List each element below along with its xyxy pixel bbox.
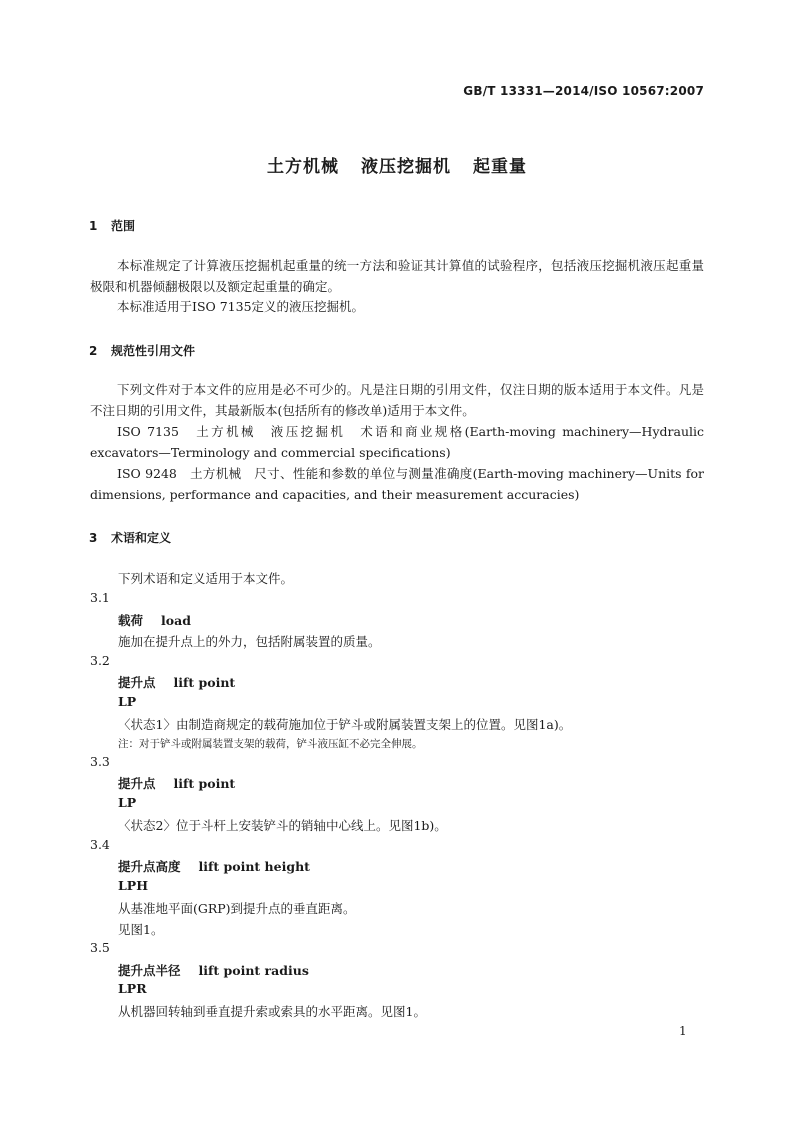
- term-title: [118, 673, 235, 691]
- term-definition: 从机器回转轴到垂直提升索或索具的水平距离。见图1。: [118, 1004, 426, 1019]
- term-title: [118, 774, 235, 792]
- section-title: 范围: [111, 219, 136, 233]
- term-title: [118, 611, 191, 629]
- reference-iso-9248: ISO 9248 土方机械 尺寸、性能和参数的单位与测量准确度(Earth-moving machinery—Units for dimensions, performance and capacities, and their measurement accuracies): [90, 466, 704, 502]
- section-heading-terms: [89, 529, 171, 546]
- document-code: GB/T 13331—2014/ISO 10567:2007: [463, 84, 704, 98]
- term-number: 3.1: [90, 590, 110, 605]
- term-number: 3.4: [90, 837, 110, 852]
- section-title: 术语和定义: [111, 531, 172, 545]
- section-number: 2: [89, 344, 98, 358]
- term-definition: 从基准地平面(GRP)到提升点的垂直距离。: [118, 901, 356, 916]
- page-number: 1: [679, 1024, 687, 1038]
- terms-intro: 下列术语和定义适用于本文件。: [118, 571, 294, 586]
- term-title: [118, 961, 309, 979]
- term-note: 注：对于铲斗或附属装置支架的载荷，铲斗液压缸不必完全伸展。: [118, 738, 423, 750]
- term-cn: 提升点高度: [118, 859, 181, 874]
- term-definition: 施加在提升点上的外力，包括附属装置的质量。: [118, 634, 381, 649]
- term-cn: 载荷: [118, 613, 144, 628]
- term-definition: 〈状态1〉由制造商规定的载荷施加位于铲斗或附属装置支架上的位置。见图1a)。: [118, 717, 572, 732]
- term-definition-see-figure: 见图1。: [118, 922, 164, 937]
- term-en: lift point: [173, 776, 236, 791]
- term-title: [118, 857, 310, 875]
- title-part-2: 液压挖掘机: [361, 157, 451, 177]
- references-paragraph: 下列文件对于本文件的应用是必不可少的。凡是注日期的引用文件，仅注日期的版本适用于本文件。凡是不注日期的引用文件，其最新版本(包括所有的修改单)适用于本文件。: [90, 382, 704, 418]
- title-part-3: 起重量: [473, 157, 527, 177]
- section-heading-scope: [89, 217, 135, 234]
- term-abbreviation: LPR: [118, 981, 147, 996]
- scope-paragraph-2: 本标准适用于ISO 7135定义的液压挖掘机。: [117, 299, 365, 314]
- term-abbreviation: LP: [118, 694, 137, 709]
- term-en: lift point height: [198, 859, 310, 874]
- section-number: 1: [89, 219, 98, 233]
- term-en: load: [161, 613, 191, 628]
- term-number: 3.2: [90, 653, 110, 668]
- term-cn: 提升点: [118, 776, 156, 791]
- term-cn: 提升点: [118, 675, 156, 690]
- section-title: 规范性引用文件: [111, 344, 196, 358]
- section-heading-normative-references: [89, 342, 195, 359]
- term-en: lift point radius: [198, 963, 309, 978]
- term-number: 3.3: [90, 754, 110, 769]
- section-number: 3: [89, 531, 98, 545]
- term-definition: 〈状态2〉位于斗杆上安装铲斗的销轴中心线上。见图1b)。: [118, 818, 447, 833]
- term-number: 3.5: [90, 940, 110, 955]
- term-en: lift point: [173, 675, 236, 690]
- term-abbreviation: LPH: [118, 878, 148, 893]
- reference-iso-7135: ISO 7135 土方机械 液压挖掘机 术语和商业规格(Earth-moving machinery—Hydraulic excavators—Terminology and commercial specifications): [90, 424, 704, 460]
- scope-paragraph-1: 本标准规定了计算液压挖掘机起重量的统一方法和验证其计算值的试验程序，包括液压挖掘机液压起重量极限和机器倾翻极限以及额定起重量的确定。: [90, 258, 704, 294]
- term-abbreviation: LP: [118, 795, 137, 810]
- title-part-1: 土方机械: [267, 157, 339, 177]
- term-cn: 提升点半径: [118, 963, 181, 978]
- document-title: [0, 152, 794, 177]
